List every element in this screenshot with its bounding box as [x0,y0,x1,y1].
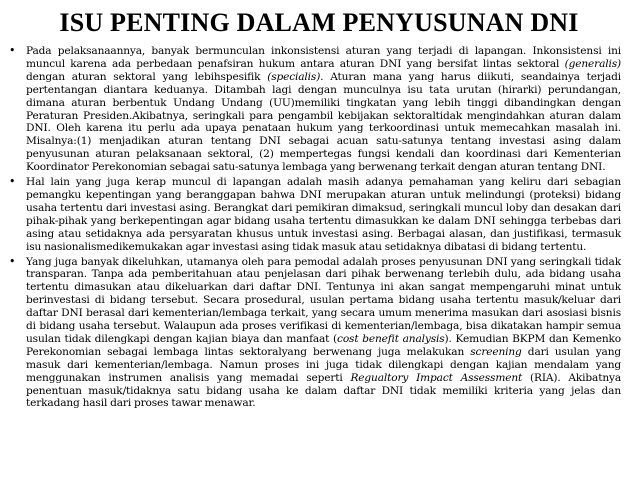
bullet-item [9,176,621,253]
text-run: Hal lain yang juga kerap muncul di lapangan adalah masih adanya pemahaman yang keliru dari sebagian pemangku kepentingan yang beranggapan bahwa DNI merupakan aturan untuk melindungi (proteksi) bidang usaha tertentu dari investasi asing. Berangkat dari pemikiran dimaksud, seringkali muncul loby dan desakan dari pihak-pihak yang berkepentingan agar bidang usaha tertentu dimasukkan ke dalam DNI sehingga terbebas dari asing atau setidaknya ada persyaratan khusus untuk investasi asing. Berbagai alasan, dan justifikasi, termasuk isu nasionalismedikemukakan agar investasi asing tidak masuk atau setidaknya dibatasi di bidang tertentu. [26,176,621,253]
bullet-text [26,176,621,253]
bullet-text [26,256,621,410]
italic-term: cost benefit analysis [337,332,445,345]
italic-term: Regualtory Impact Assessment [350,371,523,384]
text-run: Pada pelaksanaannya, banyak bermunculan inkonsistensi aturan yang terjadi di lapangan. Inkonsistensi ini muncul karena ada perbedaan penafsiran hukum antara aturan DNI yang bersifat lintas sektoral [26,45,621,70]
bullet-item [9,256,621,411]
text-run: (RIA). Akibatnya penentuan masuk/tidaknya satu bidang usaha ke dalam daftar DNI tidak memiliki kriteria yang jelas dan terkadang hasil dari proses tawar menawar. [26,371,622,410]
text-run: dengan aturan sektoral yang lebihspesifik [26,70,268,83]
text-run: dari usulan yang masuk dari kementerian/lembaga. Namun proses ini juga tidak dilengkapi dengan kajian mendalam yang menggunakan instrumen analisis yang memadai seperti [26,345,621,384]
bullet-dot-icon: • [9,175,16,189]
text-run: Aturan mana yang harus diikuti, seandainya terjadi pertentangan diantara keduanya. Ditambah lagi dengan munculnya isu tata urutan (hirarki) perundangan, dimana aturan berbentuk Undang Undang (UU)memiliki tingkatan yang lebih tinggi dibandingkan dengan Peraturan Presiden.Akibatnya, seringkali para pengambil kebijakan sektoraltidak mengindahkan aturan dalam DNI. Oleh karena itu perlu ada upaya penataan hukum yang terkoordinasi untuk memecahkan masalah ini. Misalnya:(1) menjadikan aturan tentang DNI sebagai acuan satu-satunya tentang investasi asing dalam penyusunan aturan pelaksanaan sektoral, (2) mempertegas fungsi kendali dan koordinasi dari Kementerian Koordinator Perekonomian sebagai satu-satunya lembaga yang berwenang terkait dengan aturan tentang DNI. [26,70,621,174]
bullet-item [9,45,621,174]
italic-term: (generalis) [564,57,621,70]
text-run: ). Kemudian BKPM dan Kemenko Perekonomian sebagai lembaga lintas sektoralyang berwenang juga melakukan [26,332,621,358]
text-run: Yang juga banyak dikeluhkan, utamanya oleh para pemodal adalah proses penyusunan DNI yang seringkali tidak transparan. Tanpa ada pemberitahuan atau penjelasan dari pihak berwenang terlebih dulu, ada bidang usaha tertentu dimasukan atau dikeluarkan dari daftar DNI. Tentunya ini akan sangat mempengaruhi minat untuk berinvestasi di bidang tersebut. Secara prosedural, usulan pertama bidang usaha tertentu masuk/keluar dari daftar DNI berasal dari kementerian/lembaga terkait, yang secara umum menerima masukan dari asosiasi bisnis di bidang usaha tersebut. Walaupun ada proses verifikasi di kementerian/lembaga, bisa dikatakan hampir semua usulan tidak dilengkapi dengan kajian biaya dan manfaat ( [26,255,621,345]
bullet-text [26,45,621,173]
bullet-list [9,45,621,412]
bullet-dot-icon: • [9,254,16,268]
slide-title: ISU PENTING DALAM PENYUSUNAN DNI [59,8,579,37]
italic-term: (specialis). [267,70,324,83]
bullet-dot-icon: • [9,44,16,57]
italic-term: screening [470,345,522,358]
